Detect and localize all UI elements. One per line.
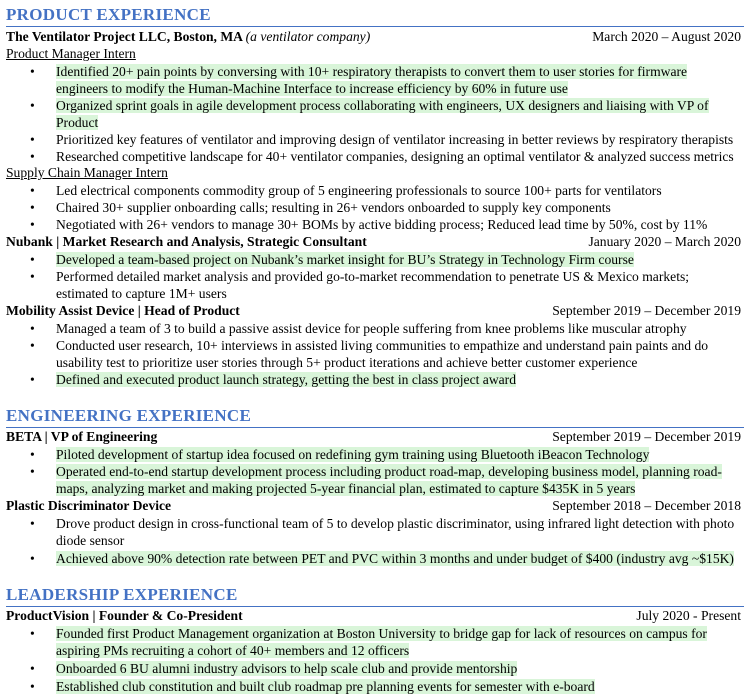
bullet: • — [30, 447, 35, 462]
bullet: • — [30, 149, 35, 164]
bullet: • — [30, 200, 35, 215]
bullet-text: Identified 20+ pain points by conversing with 10+ respiratory therapists to convert them to user stories for firmware — [56, 64, 688, 79]
bullet: • — [30, 464, 35, 479]
bullet-text: Prioritized key features of ventilator and improving design of ventilator increasing in better reviews by respiratory therapists — [56, 132, 734, 147]
bullet-text: Researched competitive landscape for 40+ ventilator companies, designing an optimal ventilator & analyzed success metrics — [56, 149, 734, 164]
date-mobility: September 2019 – December 2019 — [552, 303, 741, 318]
bullet: • — [30, 321, 35, 336]
org-name: The Ventilator Project LLC, Boston, MA — [6, 29, 243, 44]
org-productvision: ProductVision | Founder & Co-President — [6, 608, 243, 623]
bullet-text: Negotiated with 26+ vendors to manage 30+ BOMs by active bidding process; Reduced lead time by 50%, cost by 11% — [56, 217, 708, 232]
bullet-text: Defined and executed product launch strategy, getting the best in class project award — [56, 372, 517, 387]
bullet: • — [30, 98, 35, 113]
bullet-text: Organized sprint goals in agile development process collaborating with engineers, UX designers and liaising with VP of — [56, 98, 709, 113]
section-divider — [6, 427, 744, 428]
org-note: (a ventilator company) — [245, 29, 371, 44]
bullet-text-cont: engineers to modify the Human-Machine Interface to increase efficiency by 60% in future use — [56, 81, 568, 96]
bullet-text: Chaired 30+ supplier onboarding calls; resulting in 26+ vendors onboarded to supply key components — [56, 200, 611, 215]
bullet: • — [30, 661, 35, 676]
section-divider — [6, 26, 744, 27]
section-divider — [6, 606, 744, 607]
bullet-text-cont: usability test to prioritize user stories through 5+ product iterations and achieve better customer experience — [56, 355, 638, 370]
bullet: • — [30, 551, 35, 566]
bullet: • — [30, 217, 35, 232]
bullet-text: Managed a team of 3 to build a passive assist device for people suffering from knee problems like muscular atrophy — [56, 321, 687, 336]
bullet-text: Led electrical components commodity group of 5 engineering professionals to source 100+ parts for ventilators — [56, 183, 662, 198]
bullet-text: Achieved above 90% detection rate between PET and PVC within 3 months and under budget of $400 (industry avg ~$15K) — [56, 551, 734, 566]
org-mobility: Mobility Assist Device | Head of Product — [6, 303, 240, 318]
bullet: • — [30, 338, 35, 353]
section-title-leadership: LEADERSHIP EXPERIENCE — [6, 585, 238, 604]
bullet: • — [30, 516, 35, 531]
bullet-text: Piloted development of startup idea focused on redefining gym training using Bluetooth iBeacon Technology — [56, 447, 650, 462]
role-product-manager-intern: Product Manager Intern — [6, 46, 136, 61]
bullet: • — [30, 372, 35, 387]
org-ventilator — [6, 29, 370, 45]
bullet: • — [30, 679, 35, 694]
bullet-text: Founded first Product Management organization at Boston University to bridge gap for lack of resources on campus for — [56, 626, 707, 641]
bullet-text-cont: diode sensor — [56, 533, 125, 548]
bullet-text: Operated end-to-end startup development process including product road-map, developing business model, planning road- — [56, 464, 722, 479]
bullet-text: Established club constitution and built club roadmap pre planning events for semester with e-board — [56, 679, 595, 694]
date-beta: September 2019 – December 2019 — [552, 429, 741, 444]
bullet-text-cont: estimated to capture 1M+ users — [56, 286, 227, 301]
bullet: • — [30, 183, 35, 198]
section-title-product: PRODUCT EXPERIENCE — [6, 5, 211, 24]
date-productvision: July 2020 - Present — [636, 608, 741, 623]
section-title-engineering: ENGINEERING EXPERIENCE — [6, 406, 252, 425]
bullet-text: Onboarded 6 BU alumni industry advisors to help scale club and provide mentorship — [56, 661, 518, 676]
bullet: • — [30, 64, 35, 79]
bullet: • — [30, 269, 35, 284]
bullet-text: Performed detailed market analysis and provided go-to-market recommendation to penetrate US & Mexico markets; — [56, 269, 690, 284]
bullet-text-cont: Product — [56, 115, 99, 130]
bullet-text-cont: aspiring PMs recruiting a cohort of 40+ members and 12 officers — [56, 643, 410, 658]
org-nubank: Nubank | Market Research and Analysis, Strategic Consultant — [6, 234, 367, 249]
bullet-text: Developed a team-based project on Nubank’s market insight for BU’s Strategy in Technology Firm course — [56, 252, 634, 267]
bullet: • — [30, 252, 35, 267]
bullet: • — [30, 626, 35, 641]
role-supply-chain-intern: Supply Chain Manager Intern — [6, 165, 168, 180]
date-nubank: January 2020 – March 2020 — [588, 234, 741, 249]
bullet-text-cont: maps, analyzing market and making projected 5-year financial plan, estimated to capture $435K in 5 years — [56, 481, 636, 496]
bullet-text: Conducted user research, 10+ interviews in assisted living communities to empathize and understand pain paints and do — [56, 338, 709, 353]
org-plastic: Plastic Discriminator Device — [6, 498, 172, 513]
org-beta: BETA | VP of Engineering — [6, 429, 158, 444]
date-plastic: September 2018 – December 2018 — [552, 498, 741, 513]
bullet-text: Drove product design in cross-functional team of 5 to develop plastic discriminator, using infrared light detection with photo — [56, 516, 735, 531]
bullet: • — [30, 132, 35, 147]
date-ventilator: March 2020 – August 2020 — [592, 29, 741, 44]
